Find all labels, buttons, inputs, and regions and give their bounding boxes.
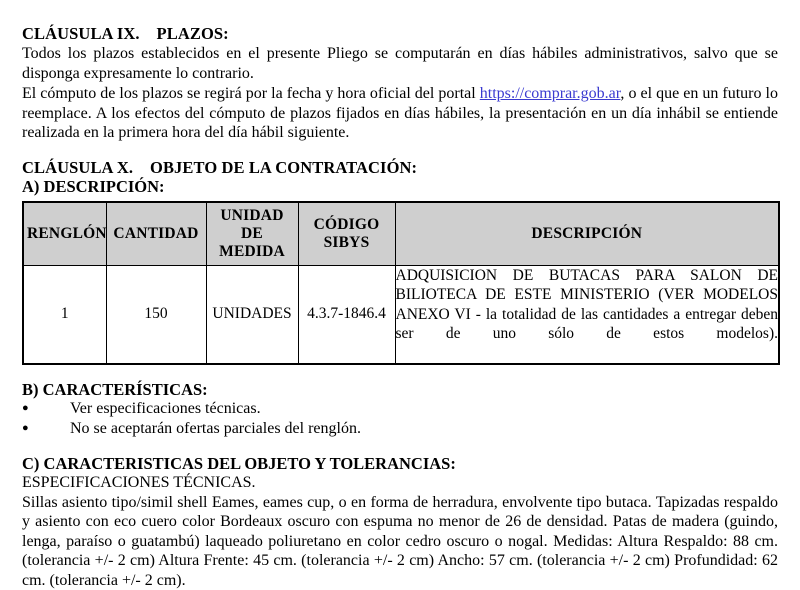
column-header-unidad-line-3: MEDIDA <box>219 243 285 260</box>
column-header-codigo-line-1: CÓDIGO <box>314 216 380 233</box>
column-header-codigo-sibys <box>298 202 395 266</box>
clause-ix-heading: CLÁUSULA IX. PLAZOS: <box>22 24 778 43</box>
cell-cantidad: 150 <box>106 265 206 364</box>
column-header-unidad-line-1: UNIDAD <box>220 207 283 224</box>
section-b-bullet-list <box>22 399 778 439</box>
cell-descripcion-text: ADQUISICION DE BUTACAS PARA SALON DE BILIOTECA DE ESTE MINISTERIO (VER MODELOS ANEXO VI - la totalidad de las cantidades a entregar deben ser de uno sólo de estos modelos). <box>396 266 779 364</box>
comprar-gob-ar-link[interactable]: https://comprar.gob.ar <box>480 85 621 102</box>
spacer-after-section-b <box>22 439 778 454</box>
renglon-table-header <box>23 202 779 266</box>
clause-ix-paragraph-2 <box>22 84 778 143</box>
spacer-after-table <box>22 365 778 380</box>
list-item: ● Ver especificaciones técnicas. <box>22 399 778 419</box>
section-c-subtitle: ESPECIFICACIONES TÉCNICAS. <box>22 473 778 493</box>
section-c-paragraph: Sillas asiento tipo/simil shell Eames, eames cup, o en forma de herradura, envolvente tipo butaca. Tapizadas respaldo y asiento con eco cuero color Bordeaux oscuro con espuma no menor de 26 de densidad. Patas de madera (guindo, lenga, paraíso o guatambú) laqueado poliuretano en color cedro oscuro o nogal. Medidas: Altura Respaldo: 88 cm. (tolerancia +/- 2 cm) Altura Frente: 45 cm. (tolerancia +/- 2 cm) Ancho: 57 cm. (tolerancia +/- 2 cm) Profundidad: 62 cm. (tolerancia +/- 2 cm). <box>22 493 778 590</box>
column-header-cantidad-text: CANTIDAD <box>113 225 198 242</box>
section-c-label: C) CARACTERISTICAS DEL OBJETO Y TOLERANCIAS: <box>22 454 778 473</box>
cell-descripcion <box>395 265 779 364</box>
clause-x-heading: CLÁUSULA X. OBJETO DE LA CONTRATACIÓN: <box>22 158 778 177</box>
column-header-unidad-line-2: DE <box>241 225 263 242</box>
renglon-table-wrapper <box>22 201 778 366</box>
column-header-codigo-line-2: SIBYS <box>324 234 370 251</box>
table-header-row <box>23 202 779 266</box>
section-b-label: B) CARACTERÍSTICAS: <box>22 380 778 399</box>
section-a-label: A) DESCRIPCIÓN: <box>22 177 778 196</box>
clause-ix-paragraph-2-pre-link: El cómputo de los plazos se regirá por la fecha y hora oficial del portal <box>22 85 480 102</box>
clause-ix-paragraph-2-post-link: , o el que en un futuro lo reemplace. A los efectos del cómputo de plazos fijados en días hábiles, la presentación en un día inhábil se entiende realizada en la primera hora del día hábil siguiente. <box>22 85 778 141</box>
renglon-table-body <box>23 265 779 364</box>
column-header-cantidad <box>106 202 206 266</box>
clause-ix-paragraph-1: Todos los plazos establecidos en el presente Pliego se computarán en días hábiles administrativos, salvo que se disponga expresamente lo contrario. <box>22 44 778 83</box>
list-item: ● No se aceptarán ofertas parciales del renglón. <box>22 419 778 439</box>
cell-unidad-de-medida: UNIDADES <box>206 265 298 364</box>
column-header-unidad-de-medida <box>206 202 298 266</box>
column-header-renglon-text: RENGLÓN <box>27 225 107 242</box>
renglon-table <box>22 201 780 366</box>
spacer-after-clause-ix <box>22 143 778 158</box>
table-row <box>23 265 779 364</box>
cell-codigo-sibys: 4.3.7-1846.4 <box>298 265 395 364</box>
column-header-renglon <box>23 202 106 266</box>
column-header-descripcion <box>395 202 779 266</box>
column-header-descripcion-text: DESCRIPCIÓN <box>531 225 642 242</box>
cell-renglon: 1 <box>23 265 106 364</box>
